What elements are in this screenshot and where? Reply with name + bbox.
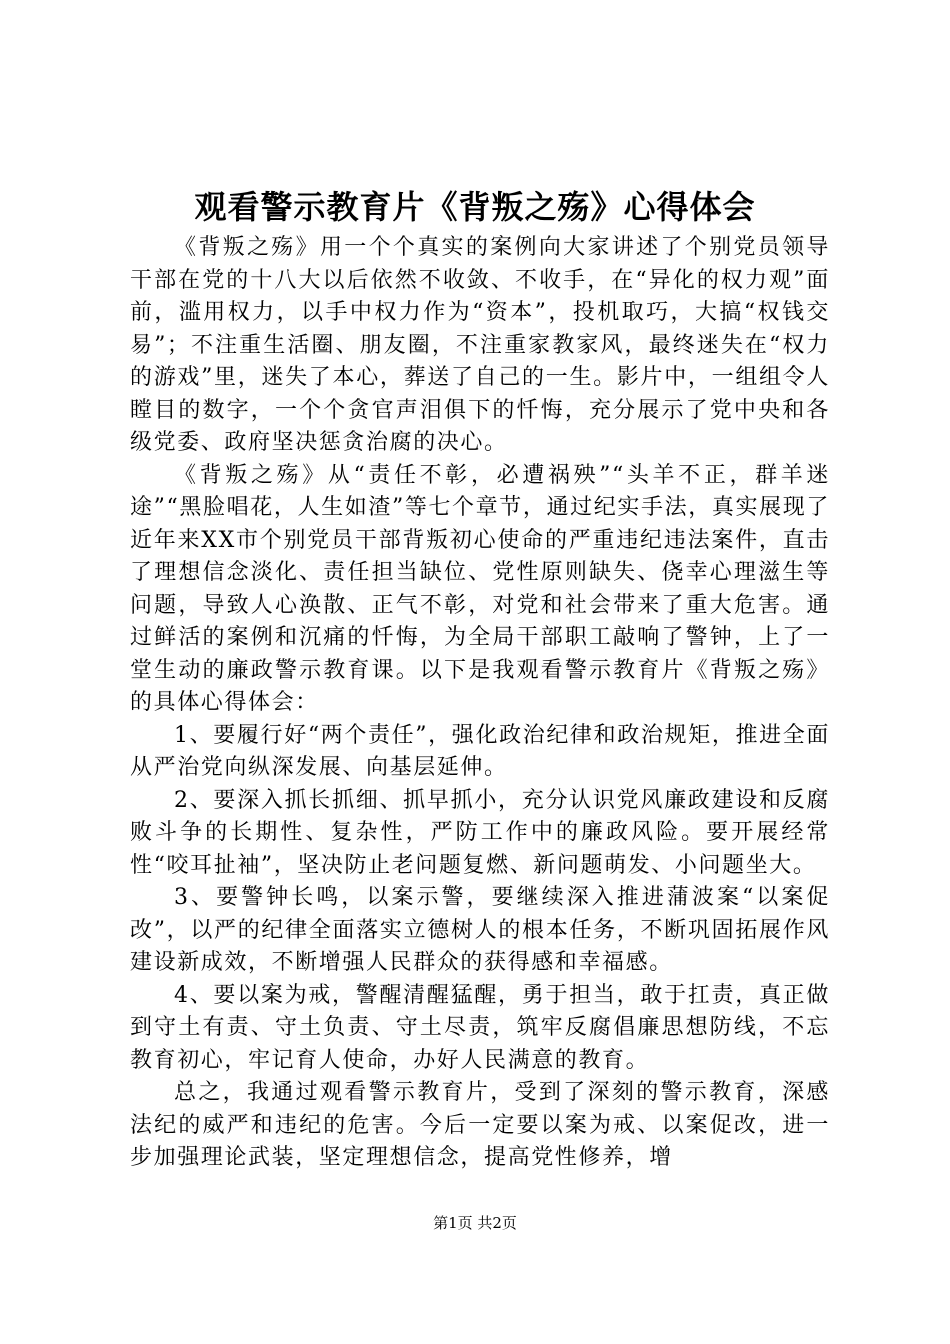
paragraph-summary: 总之，我通过观看警示教育片，受到了深刻的警示教育，深感法纪的威严和违纪的危害。今后一定要以案为戒、以案促改，进一步加强理论武装，坚定理想信念，提高党性修养，增 — [130, 1080, 830, 1170]
paragraph-point-1: 1、要履行好“两个责任”，强化政治纪律和政治规矩，推进全面从严治党向纵深发展、向基层延伸。 — [130, 722, 830, 780]
paragraph-intro: 《背叛之殇》用一个个真实的案例向大家讲述了个别党员领导干部在党的十八大以后依然不收敛、不收手，在“异化的权力观”面前，滥用权力，以手中权力作为“资本”，投机取巧，大搞“权钱交易”；不注重生活圈、朋友圈，不注重家教家风，最终迷失在“权力的游戏”里，迷失了本心，葬送了自己的一生。影片中，一组组令人瞠目的数字，一个个贪官声泪俱下的忏悔，充分展示了党中央和各级党委、政府坚决惩贪治腐的决心。 — [130, 235, 830, 455]
paragraph-chapters: 《背叛之殇》从“责任不彰，必遭祸殃”“头羊不正，群羊迷途”“黑脸唱花，人生如渣”等七个章节，通过纪实手法，真实展现了近年来XX市个别党员干部背叛初心使命的严重违纪违法案件，直击了理想信念淡化、责任担当缺位、党性原则缺失、侥幸心理滋生等问题，导致人心涣散、正气不彰，对党和社会带来了重大危害。通过鲜活的案例和沉痛的忏悔，为全局干部职工敲响了警钟，上了一堂生动的廉政警示教育课。以下是我观看警示教育片《背叛之殇》的具体心得体会： — [130, 462, 830, 715]
paragraph-point-3: 3、要警钟长鸣，以案示警，要继续深入推进蒲波案“以案促改”，以严的纪律全面落实立德树人的根本任务，不断巩固拓展作风建设新成效，不断增强人民群众的获得感和幸福感。 — [130, 885, 830, 975]
paragraph-point-2: 2、要深入抓长抓细、抓早抓小，充分认识党风廉政建设和反腐败斗争的长期性、复杂性，严防工作中的廉政风险。要开展经常性“咬耳扯袖”，坚决防止老问题复燃、新问题萌发、小问题坐大。 — [130, 787, 830, 878]
document-body — [130, 232, 830, 1175]
document-title: 观看警示教育片《背叛之殇》心得体会 — [194, 188, 756, 226]
paragraph-point-4: 4、要以案为戒，警醒清醒猛醒，勇于担当，敢于扛责，真正做到守土有责、守土负责、守土尽责，筑牢反腐倡廉思想防线，不忘教育初心，牢记育人使命，办好人民满意的教育。 — [130, 982, 830, 1073]
page-number-footer: 第1页 共2页 — [433, 1214, 517, 1232]
